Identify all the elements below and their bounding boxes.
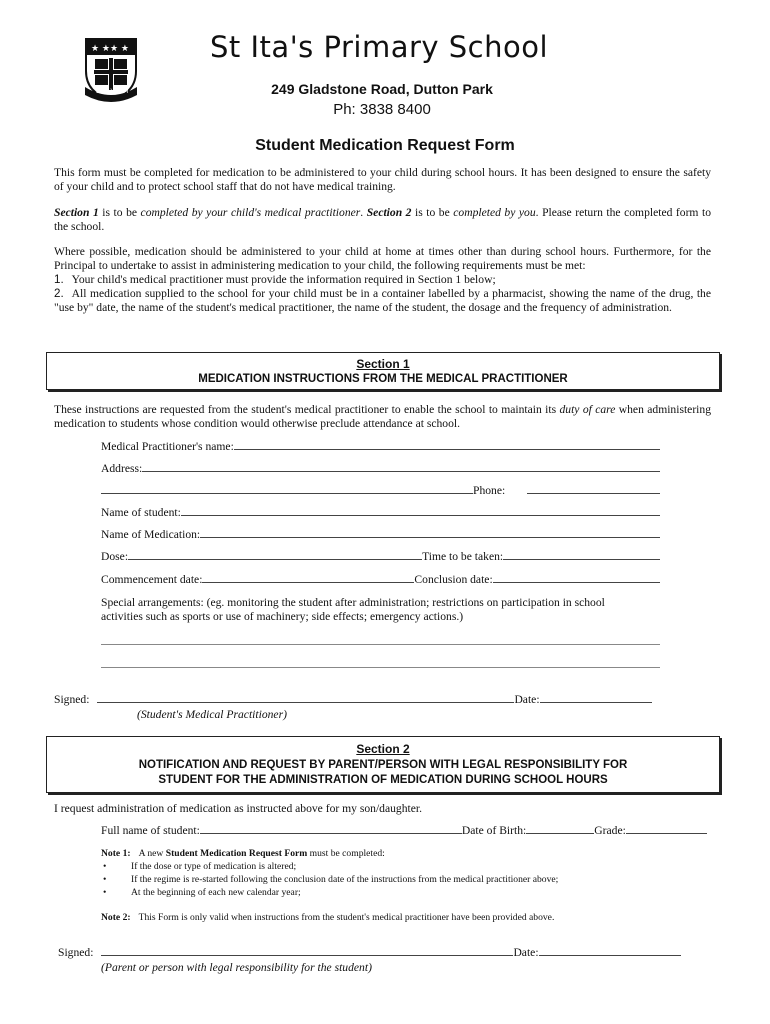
- note-1: [101, 847, 701, 899]
- practitioner-name-line[interactable]: [234, 449, 660, 450]
- commencement-line[interactable]: [202, 582, 414, 583]
- svg-text:★ ★★ ★: ★ ★★ ★: [91, 44, 129, 54]
- student-name-line[interactable]: [181, 515, 660, 516]
- section1-header-box: [46, 352, 720, 390]
- section2-header-box: [46, 736, 720, 793]
- practitioner-signature-line[interactable]: [97, 702, 514, 703]
- time-line[interactable]: [503, 559, 660, 560]
- dates-row[interactable]: [101, 573, 660, 586]
- intro-text: is to be: [98, 206, 141, 219]
- intro-emph: completed by you: [453, 206, 536, 219]
- student-name-field[interactable]: [101, 506, 660, 519]
- section1-intro-text: These instructions are requested from the student's medical practitioner to enable the school to maintain its: [54, 403, 560, 416]
- address-phone-row[interactable]: [101, 484, 660, 497]
- requirement-text: Your child's medical practitioner must provide the information required in Section 1 below;: [71, 273, 496, 286]
- section1-intro-text: when administering medication to students whose condition would otherwise preclude attendance at school.: [54, 403, 712, 430]
- section2-ref: Section 2: [366, 206, 412, 219]
- dose-line[interactable]: [128, 559, 422, 560]
- student-name-label: Name of student:: [101, 506, 181, 519]
- grade-line[interactable]: [626, 833, 707, 834]
- special-arrangements-line-1[interactable]: [101, 644, 660, 645]
- medication-name-line[interactable]: [200, 537, 660, 538]
- note-2-label: Note 2:: [101, 912, 131, 923]
- intro-paragraph-1: This form must be completed for medication to be administered to your child during school hours. It has been designed to ensure the safety of your child and to protect school staff that do not have medical training.: [54, 166, 711, 193]
- address-label: Address:: [101, 462, 143, 475]
- signed-label: Signed:: [58, 946, 94, 959]
- intro-text: .: [360, 206, 367, 219]
- dob-label: Date of Birth:: [461, 824, 527, 837]
- note-1-text: A new: [138, 848, 166, 859]
- section2-title-line-1: NOTIFICATION AND REQUEST BY PARENT/PERSON WITH LEGAL RESPONSIBILITY FOR: [138, 759, 628, 771]
- phone-line[interactable]: [527, 493, 660, 494]
- form-title: Student Medication Request Form: [255, 137, 515, 154]
- conclusion-label: Conclusion date:: [414, 573, 493, 586]
- requirement-2: [54, 287, 711, 315]
- section1-ref: Section 1: [54, 206, 99, 219]
- crest-motto: SERVIAM: [96, 88, 130, 95]
- list-item: • If the dose or type of medication is altered;: [101, 860, 701, 873]
- address-line-2[interactable]: [101, 493, 473, 494]
- dose-time-row[interactable]: [101, 550, 660, 563]
- section1-intro-emph: duty of care: [559, 403, 616, 416]
- parent-signature-caption: (Parent or person with legal responsibility for the student): [101, 961, 372, 974]
- note-1-list: [101, 860, 701, 899]
- intro-paragraph-2: [54, 206, 711, 234]
- school-name: St Ita's Primary School: [210, 30, 549, 64]
- school-address: 249 Gladstone Road, Dutton Park: [271, 81, 493, 97]
- date-label: Date:: [514, 693, 540, 706]
- requirement-number: 1.: [54, 273, 64, 286]
- intro-emph: completed by your child's medical practitioner: [140, 206, 361, 219]
- special-arrangements-label: Special arrangements: (eg. monitoring the student after administration; restrictions on participation in school activities such as sports or use of machinery; side effects; emergency actions.): [101, 596, 605, 623]
- list-item: • If the regime is re-started following the conclusion date of the instructions from the medical practitioner above;: [101, 873, 701, 886]
- note-1-text: must be completed:: [307, 848, 385, 859]
- time-label: Time to be taken:: [422, 550, 504, 563]
- practitioner-name-field[interactable]: [101, 440, 660, 453]
- medication-name-label: Name of Medication:: [101, 528, 201, 541]
- signed-label: Signed:: [54, 693, 90, 706]
- student-details-row[interactable]: [101, 824, 707, 837]
- section1-intro: [54, 403, 711, 431]
- section2-request: I request administration of medication as instructed above for my son/daughter.: [54, 802, 423, 815]
- section2-title-line-2: STUDENT FOR THE ADMINISTRATION OF MEDICATION DURING SCHOOL HOURS: [158, 774, 608, 786]
- conclusion-line[interactable]: [493, 582, 660, 583]
- requirement-number: 2.: [54, 287, 64, 300]
- note-2-text: This Form is only valid when instructions from the student's medical practitioner have been provided above.: [138, 912, 555, 923]
- intro-paragraph-3: [54, 245, 711, 315]
- address-field[interactable]: [101, 462, 660, 475]
- note-1-label: Note 1:: [101, 848, 131, 859]
- dob-line[interactable]: [526, 833, 594, 834]
- section1-label: Section 1: [356, 357, 410, 371]
- full-name-label: Full name of student:: [101, 824, 200, 837]
- practitioner-signature-row[interactable]: [54, 693, 652, 706]
- practitioner-signature-caption: (Student's Medical Practitioner): [137, 708, 287, 721]
- requirements-intro: Where possible, medication should be administered to your child at home at times other than during school hours. Furthermore, for the Principal to undertake to assist in administering medication to your child, the following requirements must be met:: [54, 245, 711, 272]
- intro-text: . Please return the completed form to the school.: [54, 206, 711, 233]
- address-line[interactable]: [142, 471, 660, 472]
- special-arrangements-line-2[interactable]: [101, 667, 660, 668]
- note-1-emph: Student Medication Request Form: [165, 848, 308, 859]
- phone-label: Phone:: [473, 484, 506, 497]
- parent-signature-row[interactable]: [58, 946, 681, 959]
- dose-label: Dose:: [101, 550, 129, 563]
- practitioner-date-line[interactable]: [540, 702, 652, 703]
- grade-label: Grade:: [594, 824, 626, 837]
- medication-name-field[interactable]: [101, 528, 660, 541]
- practitioner-name-label: Medical Practitioner's name:: [101, 440, 234, 453]
- requirement-1: [54, 273, 711, 287]
- note-2: [101, 911, 701, 924]
- commencement-label: Commencement date:: [101, 573, 203, 586]
- list-item: • At the beginning of each new calendar year;: [101, 886, 701, 899]
- intro-text: is to be: [411, 206, 454, 219]
- section1-title: MEDICATION INSTRUCTIONS FROM THE MEDICAL PRACTITIONER: [198, 373, 568, 385]
- section2-label: Section 2: [356, 742, 410, 756]
- parent-date-line[interactable]: [539, 955, 681, 956]
- parent-signature-line[interactable]: [101, 955, 513, 956]
- date-label: Date:: [513, 946, 539, 959]
- full-name-line[interactable]: [200, 833, 462, 834]
- requirement-text: All medication supplied to the school for your child must be in a container labelled by a pharmacist, showing the name of the drug, the "use by" date, the name of the student's medical practitioner, the name of the student, the dosage and the frequency of administration.: [54, 287, 711, 314]
- school-phone: Ph: 3838 8400: [333, 101, 431, 118]
